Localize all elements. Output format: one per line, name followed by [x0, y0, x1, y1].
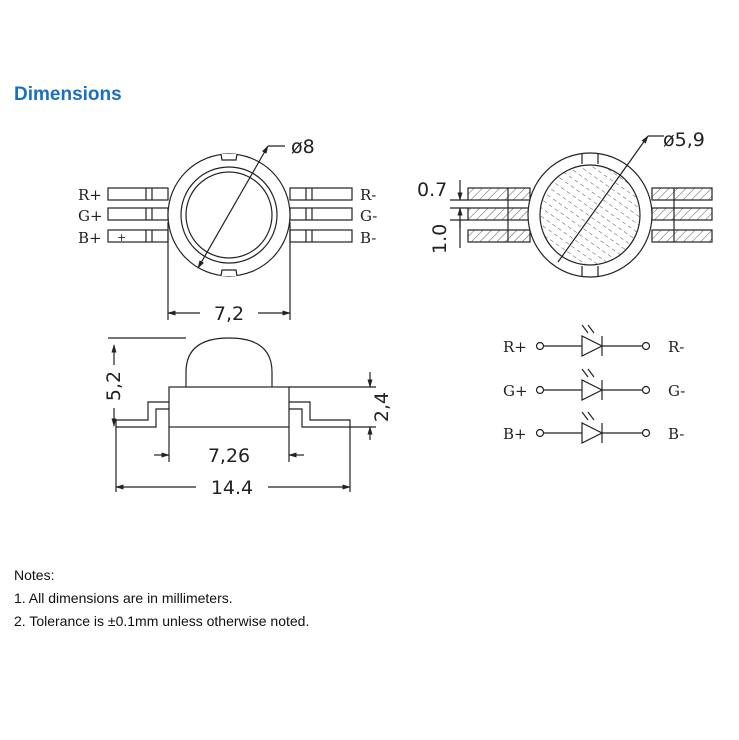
side-view-height-label: 5,2 [103, 370, 125, 402]
top-view [108, 146, 352, 320]
schematic-minus-label-blue: B- [668, 425, 685, 443]
schematic-plus-label-blue: B+ [503, 425, 527, 443]
notes [14, 564, 309, 633]
side-view-dome [186, 338, 272, 387]
top-view-pin-label-right-0: R- [360, 186, 377, 204]
bottom-view-gap-label: 0.7 [417, 179, 448, 201]
top-view-plus-mark: + [117, 231, 127, 244]
side-view-right-lead [289, 402, 350, 427]
schematic-row-blue [537, 412, 650, 443]
side-view-body-width-label: 7,26 [207, 445, 251, 467]
side-view [108, 338, 376, 492]
schematic [537, 325, 650, 443]
top-view-pin-label-left-1: G+ [78, 207, 103, 225]
bottom-view [450, 136, 712, 277]
top-view-pin-label-right-1: G- [360, 207, 378, 225]
top-view-pin-label-left-0: R+ [78, 186, 102, 204]
top-view-pin-label-right-2: B- [360, 229, 377, 247]
side-view-body-height-label: 2,4 [371, 391, 393, 423]
schematic-row-red [537, 325, 650, 356]
section-heading: Dimensions [14, 84, 122, 105]
schematic-plus-label-green: G+ [503, 382, 528, 400]
top-view-right-pins [290, 188, 352, 242]
bottom-view-diameter-label: ø5,9 [663, 129, 705, 151]
side-view-total-width-label: 14.4 [210, 477, 254, 499]
bottom-view-left-pads [468, 188, 530, 242]
schematic-row-green [537, 369, 650, 400]
schematic-minus-label-green: G- [668, 382, 686, 400]
bottom-view-pad-width-label: 1.0 [429, 223, 451, 254]
top-view-pin-label-left-2: B+ [78, 229, 102, 247]
notes-title: Notes: [14, 567, 55, 583]
bottom-view-thermal-pad [540, 165, 640, 265]
schematic-minus-label-red: R- [668, 338, 685, 356]
side-view-left-lead [116, 402, 169, 427]
schematic-plus-label-red: R+ [503, 338, 527, 356]
top-view-width-label: 7,2 [213, 303, 245, 325]
bottom-view-right-pads [652, 188, 712, 242]
notes-line: 1. All dimensions are in millimeters. [14, 590, 233, 606]
notes-line: 2. Tolerance is ±0.1mm unless otherwise noted. [14, 613, 310, 629]
side-view-body [169, 387, 289, 427]
top-view-diameter-label: ø8 [291, 136, 315, 158]
